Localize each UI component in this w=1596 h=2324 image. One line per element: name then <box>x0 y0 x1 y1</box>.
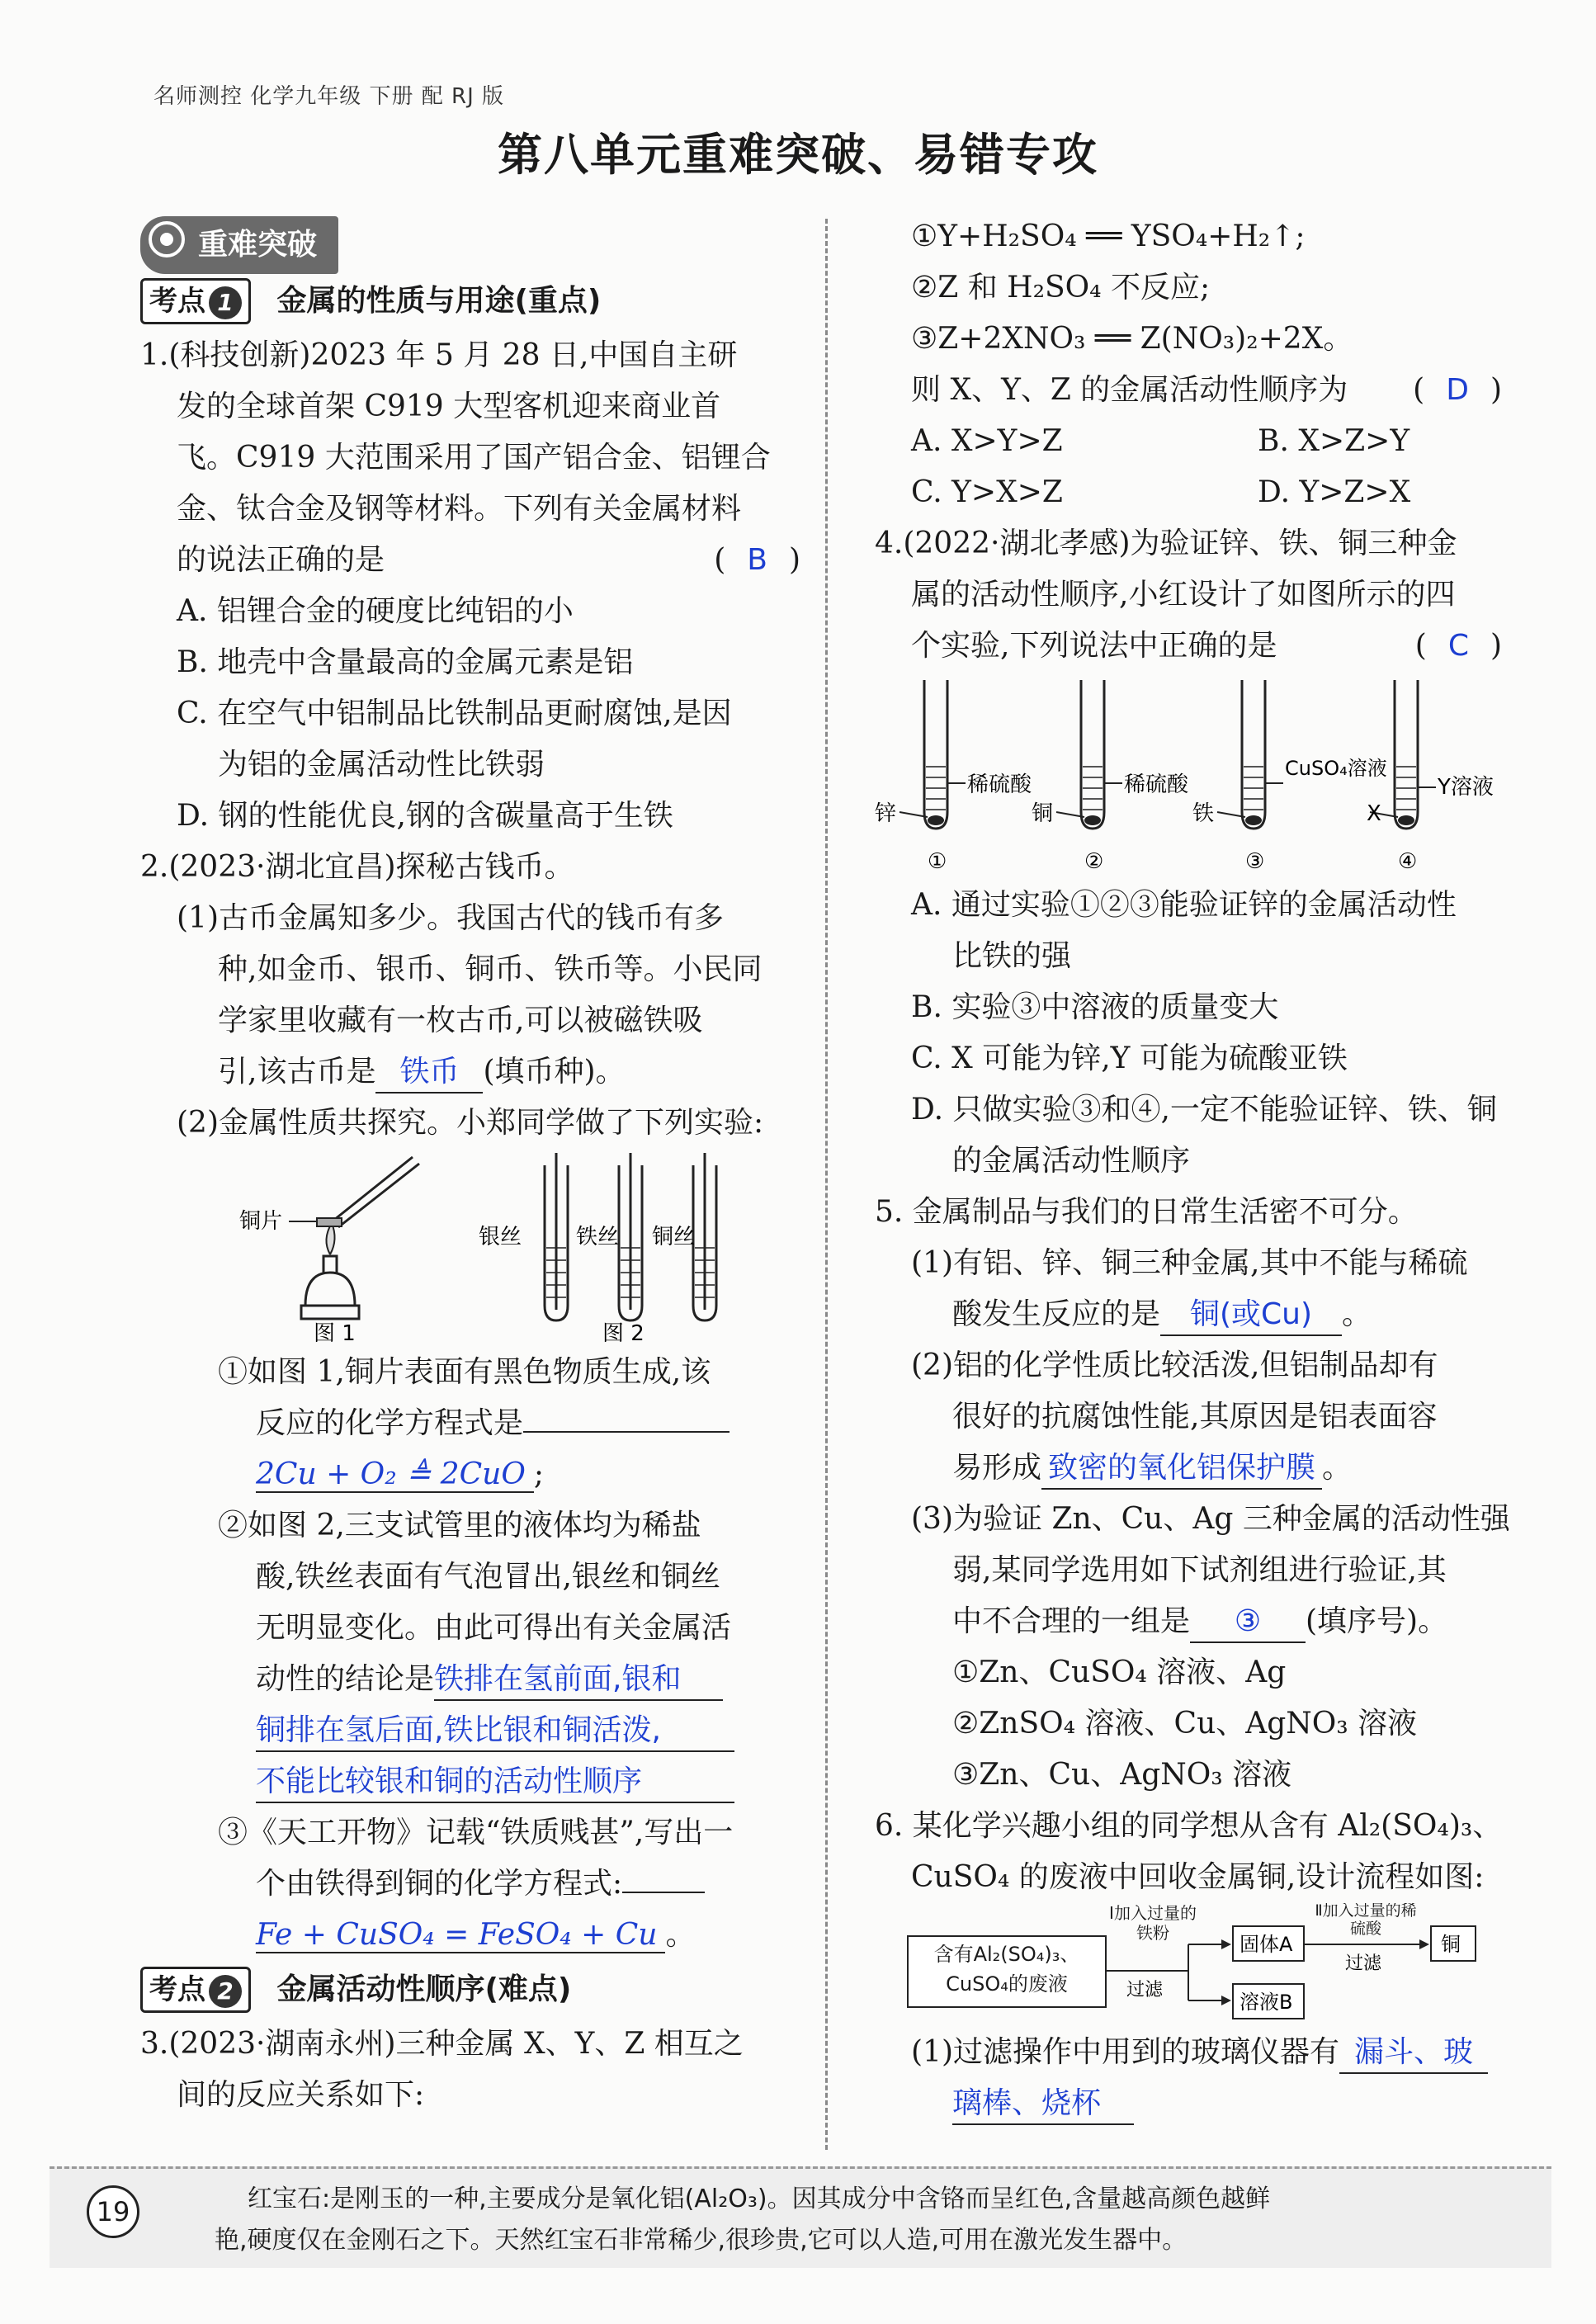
q1-line: 发的全球首架 C919 大型客机迎来商业首 <box>177 390 721 423</box>
q4-tube2-liquid: 稀硫酸 <box>1124 772 1189 797</box>
q1-option-d: D. 钢的性能优良,钢的含碳量高于生铁 <box>177 799 673 833</box>
q2-s3-end: 。 <box>665 1918 696 1952</box>
flow-step1-filter: 过滤 <box>1126 1980 1164 2000</box>
section-banner: 重难突破 <box>140 216 338 274</box>
q3-reaction: ①Y+H₂SO₄ ══ YSO₄+H₂↑; <box>911 220 1306 253</box>
q6-p1-answer: 漏斗、玻 <box>1339 2033 1488 2074</box>
q2-p2: (2)金属性质共探究。小郑同学做了下列实验: <box>177 1106 764 1140</box>
q5-line-end: 。 <box>1342 1297 1372 1331</box>
q4-option-d-cont: 的金属活动性顺序 <box>952 1144 1191 1178</box>
q5-group-2: ②ZnSO₄ 溶液、Cu、AgNO₃ 溶液 <box>952 1707 1418 1741</box>
q2-s2-answer: 铁排在氢前面,银和 <box>434 1660 723 1701</box>
fig2-label-iron: 铁丝 <box>576 1225 620 1249</box>
q2-s2-line: ②如图 2,三支试管里的液体均为稀盐 <box>218 1509 701 1542</box>
q4-tube1-metal: 锌 <box>875 801 897 826</box>
page-number: 19 <box>87 2185 139 2238</box>
q4-option-a-cont: 比铁的强 <box>952 939 1072 973</box>
fig2-label-copper: 铜丝 <box>652 1225 696 1249</box>
q4-figure <box>875 672 1502 880</box>
footer-tip-line: 红宝石:是刚玉的一种,主要成分是氧化铝(Al₂O₃)。因其成分中含铬而呈红色,含量越高颜色越鲜 <box>248 2185 1271 2213</box>
q4-test-tubes-svg <box>875 672 1502 880</box>
q2-line: (1)古币金属知多少。我国古代的钱币有多 <box>177 901 724 935</box>
q2-s1-line: 反应的化学方程式是 <box>256 1406 524 1440</box>
q5-p2-answer: 致密的氧化铝保护膜 <box>1041 1448 1322 1490</box>
book-series-label: 名师测控 化学九年级 下册 配 RJ 版 <box>153 84 505 109</box>
q5-line: (3)为验证 Zn、Cu、Ag 三种金属的活动性强 <box>911 1502 1510 1536</box>
q2-s2-answer: 不能比较银和铜的活动性顺序 <box>256 1762 734 1803</box>
q2-s2-line: 动性的结论是 <box>256 1662 435 1696</box>
q2-stem: 2.(2023·湖北宜昌)探秘古钱币。 <box>140 850 574 884</box>
q3-answer-bracket: ( D ) <box>1413 373 1502 407</box>
q2-figures <box>140 1149 800 1347</box>
q2-s3-answer: Fe + CuSO₄ = FeSO₄ + Cu <box>256 1918 665 1953</box>
q4-tube1-num: ① <box>928 849 947 874</box>
flow-step2-label: Ⅱ加入过量的稀硫酸 <box>1315 1903 1417 1938</box>
q4-tube2-num: ② <box>1084 849 1104 874</box>
q4-tube3-metal: 铁 <box>1192 801 1215 826</box>
kp2-tag: 考点 2 <box>140 1967 251 2013</box>
q1-option-c-cont: 为铝的金属活动性比铁弱 <box>218 748 545 782</box>
question-4 <box>875 518 1502 1187</box>
question-5 <box>875 1187 1510 1801</box>
footer-tip <box>215 2179 1535 2261</box>
q4-line: 属的活动性顺序,小红设计了如图所示的四 <box>911 578 1456 612</box>
q1-line: 金、钛合金及钢等材料。下列有关金属材料 <box>177 492 742 526</box>
q4-tube4-num: ④ <box>1398 849 1418 874</box>
q3-stem-line: 3.(2023·湖南永州)三种金属 X、Y、Z 相互之 <box>140 2027 744 2061</box>
q5-p3-answer: ③ <box>1190 1602 1306 1643</box>
flow-step1-label: Ⅰ加入过量的铁粉 <box>1109 1903 1197 1943</box>
q2-line: 引,该古币是 <box>218 1055 376 1089</box>
q4-tube4-liquid: Y溶液 <box>1438 775 1494 800</box>
q5-line: 易形成 <box>952 1451 1042 1485</box>
question-2 <box>140 842 800 1961</box>
flow-step2-filter: 过滤 <box>1345 1953 1382 1974</box>
target-icon <box>149 221 185 257</box>
q3-question: 则 X、Y、Z 的金属活动性顺序为 <box>911 373 1348 407</box>
fig2-caption: 图 2 <box>602 1321 645 1346</box>
q3-reaction: ③Z+2XNO₃ ══ Z(NO₃)₂+2X。 <box>911 322 1353 356</box>
q4-option-a: A. 通过实验①②③能验证锌的金属活动性 <box>911 888 1457 922</box>
q2-p1-answer: 铁币 <box>375 1052 483 1094</box>
alcohol-lamp-illustration <box>239 1157 419 1346</box>
page-title: 第八单元重难突破、易错专攻 <box>498 128 1098 181</box>
q3-option-c: C. Y>X>Z <box>911 475 1063 509</box>
fig2-label-silver: 银丝 <box>479 1225 522 1249</box>
q3-answer: D <box>1446 373 1469 407</box>
q3-option-b: B. X>Z>Y <box>1258 424 1410 458</box>
q1-option-c: C. 在空气中铝制品比铁制品更耐腐蚀,是因 <box>177 697 732 730</box>
q2-s2-line: 酸,铁丝表面有气泡冒出,银丝和铜丝 <box>256 1560 720 1594</box>
q6-flowchart-svg <box>875 1903 1502 2027</box>
q2-s1-line: ①如图 1,铜片表面有黑色物质生成,该 <box>218 1355 711 1389</box>
kp1-tag: 考点 1 <box>140 278 251 324</box>
q1-answer-bracket: ( B ) <box>714 543 800 577</box>
q2-line: 种,如金币、银币、铜币、铁币等。小民同 <box>218 952 763 986</box>
column-divider <box>825 219 828 2150</box>
left-column <box>140 216 800 2121</box>
q4-tube2-metal: 铜 <box>1032 801 1054 826</box>
q5-p1-answer: 铜(或Cu) <box>1160 1295 1342 1336</box>
q5-line: (2)铝的化学性质比较活泼,但铝制品却有 <box>911 1349 1438 1382</box>
q3-option-d: D. Y>Z>X <box>1258 475 1411 509</box>
question-1 <box>140 330 800 842</box>
fig2-test-tubes <box>479 1153 716 1346</box>
q5-line-end: 。 <box>1322 1451 1353 1485</box>
q2-s3-line: ③《天工开物》记载“铁质贱甚”,写出一 <box>218 1816 734 1849</box>
fig1-label: 铜片 <box>239 1209 283 1234</box>
q4-option-b: B. 实验③中溶液的质量变大 <box>911 990 1279 1024</box>
q1-option-b: B. 地壳中含量最高的金属元素是铝 <box>177 645 634 679</box>
knowledge-point-1 <box>140 276 800 330</box>
footer-tip-line: 艳,硬度仅在金刚石之下。天然红宝石非常稀少,很珍贵,它可以人造,可用在激光发生器中。 <box>215 2226 1188 2255</box>
q2-line: 学家里收藏有一枚古币,可以被磁铁吸 <box>218 1004 703 1037</box>
q4-tube3-num: ③ <box>1245 849 1265 874</box>
q4-option-d: D. 只做实验③和④,一定不能验证锌、铁、铜 <box>911 1093 1497 1127</box>
q1-line: 1.(科技创新)2023 年 5 月 28 日,中国自主研 <box>140 338 738 372</box>
q1-line: 飞。C919 大范围采用了国产铝合金、铝锂合 <box>177 441 771 475</box>
q6-stem-line: CuSO₄ 的废液中回收金属铜,设计流程如图: <box>911 1860 1485 1894</box>
q5-line: 中不合理的一组是 <box>952 1604 1191 1638</box>
q3-stem-line: 间的反应关系如下: <box>177 2078 425 2112</box>
q5-line: 酸发生反应的是 <box>952 1297 1161 1331</box>
q5-group-1: ①Zn、CuSO₄ 溶液、Ag <box>952 1656 1287 1689</box>
q5-line: (1)有铝、锌、铜三种金属,其中不能与稀硫 <box>911 1246 1468 1280</box>
flow-start-box: 含有Al₂(SO₄)₃、CuSO₄的废液 <box>933 1943 1080 1996</box>
kp1-title: 金属的性质与用途(重点) <box>276 284 602 318</box>
flow-solid-a: 固体A <box>1239 1933 1293 1956</box>
flow-solution-b: 溶液B <box>1239 1991 1293 2014</box>
q4-line: 个实验,下列说法中正确的是 <box>911 629 1277 663</box>
q1-answer: B <box>747 543 767 577</box>
q5-group-3: ③Zn、Cu、AgNO₃ 溶液 <box>952 1758 1292 1792</box>
q1-option-a: A. 铝锂合金的硬度比纯铝的小 <box>177 594 574 628</box>
q6-p1-line: (1)过滤操作中用到的玻璃仪器有 <box>911 2035 1339 2069</box>
q2-s1-answer: 2Cu + O₂ ≜ 2CuO <box>256 1457 534 1493</box>
knowledge-point-2 <box>140 1964 800 2019</box>
q5-stem: 5. 金属制品与我们的日常生活密不可分。 <box>875 1195 1418 1229</box>
q2-s1-end: ; <box>533 1457 544 1491</box>
flow-copper: 铜 <box>1441 1933 1461 1956</box>
q5-line: (填序号)。 <box>1306 1604 1448 1638</box>
q2-s2-answer: 铜排在氢后面,铁比银和铜活泼, <box>256 1711 734 1752</box>
q6-p1-answer: 璃棒、烧杯 <box>952 2084 1134 2125</box>
q4-line: 4.(2022·湖北孝感)为验证锌、铁、铜三种金 <box>875 527 1457 560</box>
fig1-caption: 图 1 <box>314 1321 356 1346</box>
q4-option-c: C. X 可能为锌,Y 可能为硫酸亚铁 <box>911 1042 1348 1075</box>
q5-line: 弱,某同学选用如下试剂组进行验证,其 <box>952 1553 1447 1587</box>
q6-stem-line: 6. 某化学兴趣小组的同学想从含有 Al₂(SO₄)₃、 <box>875 1809 1503 1843</box>
q2-figure-svg <box>140 1149 800 1347</box>
kp2-title: 金属活动性顺序(难点) <box>276 1972 572 2006</box>
q4-tube1-liquid: 稀硫酸 <box>967 772 1032 797</box>
q6-flowchart <box>875 1903 1502 2027</box>
q4-answer-bracket: ( C ) <box>1414 629 1502 663</box>
q2-line: (填币种)。 <box>483 1055 626 1089</box>
q4-answer: C <box>1447 629 1469 663</box>
q1-line: 的说法正确的是 <box>177 543 385 577</box>
q4-tube3-liquid: CuSO₄溶液 <box>1285 757 1387 780</box>
q4-tube4-metal: X <box>1367 801 1381 826</box>
q2-s2-line: 无明显变化。由此可得出有关金属活 <box>256 1611 732 1645</box>
right-column <box>875 211 1510 2129</box>
q5-line: 很好的抗腐蚀性能,其原因是铝表面容 <box>952 1400 1438 1434</box>
question-6 <box>875 1801 1502 2129</box>
q2-s3-line: 个由铁得到铜的化学方程式: <box>256 1867 623 1901</box>
q3-option-a: A. X>Y>Z <box>911 424 1063 458</box>
q3-reaction: ②Z 和 H₂SO₄ 不反应; <box>911 271 1211 305</box>
